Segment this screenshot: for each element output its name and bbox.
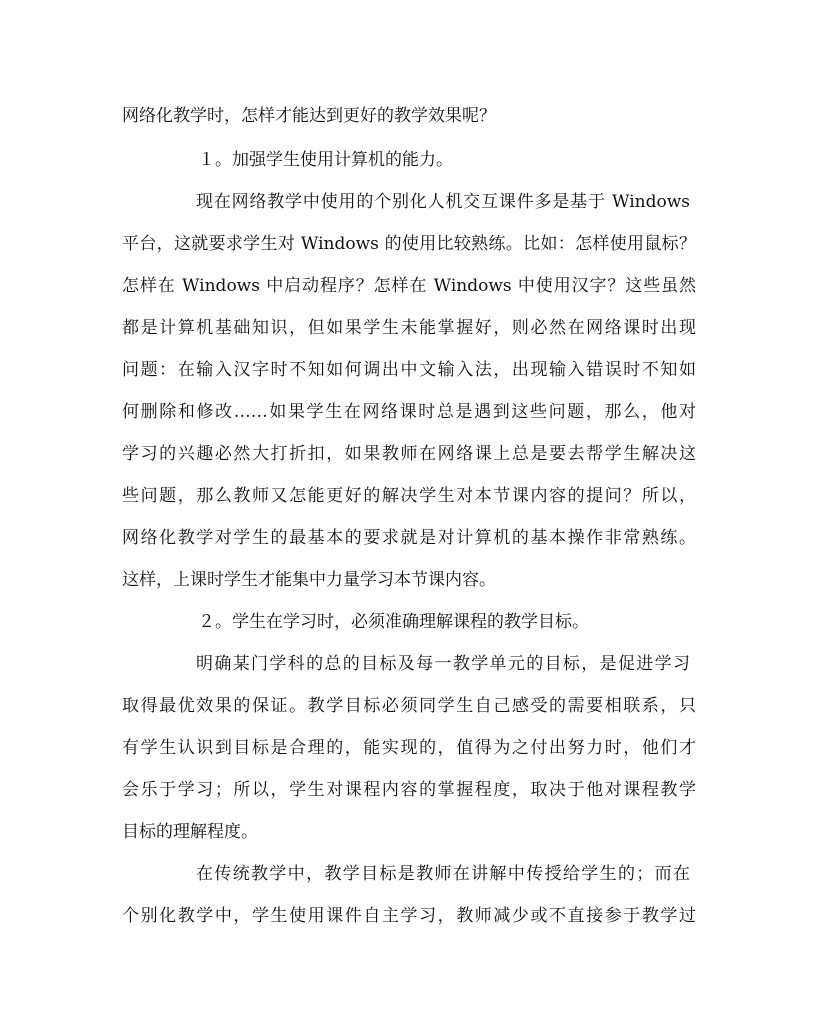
paragraph-line: 个别化教学中，学生使用课件自主学习，教师减少或不直接参于教学过 (122, 906, 696, 926)
paragraph-line: 些问题，那么教师又怎能更好的解决学生对本节课内容的提问？所以， (122, 486, 696, 506)
paragraph-line: 明确某门学科的总的目标及每一教学单元的目标，是促进学习 (196, 654, 690, 674)
paragraph-line: 怎样在 Windows 中启动程序？怎样在 Windows 中使用汉字？这些虽然 (122, 276, 696, 296)
paragraph-line: 现在网络教学中使用的个别化人机交互课件多是基于 Windows (196, 192, 690, 212)
paragraph-line: 学习的兴趣必然大打折扣，如果教师在网络课上总是要去帮学生解决这 (122, 444, 696, 464)
paragraph-line: 网络化教学对学生的最基本的要求就是对计算机的基本操作非常熟练。 (122, 528, 696, 548)
paragraph-line: 何删除和修改……如果学生在网络课时总是遇到这些问题，那么，他对 (122, 402, 696, 422)
paragraph-line: 都是计算机基础知识，但如果学生未能掌握好，则必然在网络课时出现 (122, 318, 696, 338)
section-heading: ２。学生在学习时，必须准确理解课程的教学目标。 (198, 612, 589, 632)
paragraph-line: 问题：在输入汉字时不知如何调出中文输入法，出现输入错误时不知如 (122, 360, 696, 380)
text-line: 网络化教学时，怎样才能达到更好的教学效果呢？ (122, 106, 496, 126)
paragraph-line: 会乐于学习；所以，学生对课程内容的掌握程度，取决于他对课程教学 (122, 780, 696, 800)
paragraph-line: 有学生认识到目标是合理的，能实现的，值得为之付出努力时，他们才 (122, 738, 696, 758)
section-heading: １。加强学生使用计算机的能力。 (198, 150, 453, 170)
paragraph-line: 这样，上课时学生才能集中力量学习本节课内容。 (122, 570, 496, 590)
paragraph-line: 在传统教学中，教学目标是教师在讲解中传授给学生的；而在 (196, 864, 690, 884)
paragraph-line: 取得最优效果的保证。教学目标必须同学生自己感受的需要相联系，只 (122, 696, 696, 716)
paragraph-line: 目标的理解程度。 (122, 822, 258, 842)
paragraph-line: 平台，这就要求学生对 Windows 的使用比较熟练。比如：怎样使用鼠标？ (122, 234, 696, 254)
